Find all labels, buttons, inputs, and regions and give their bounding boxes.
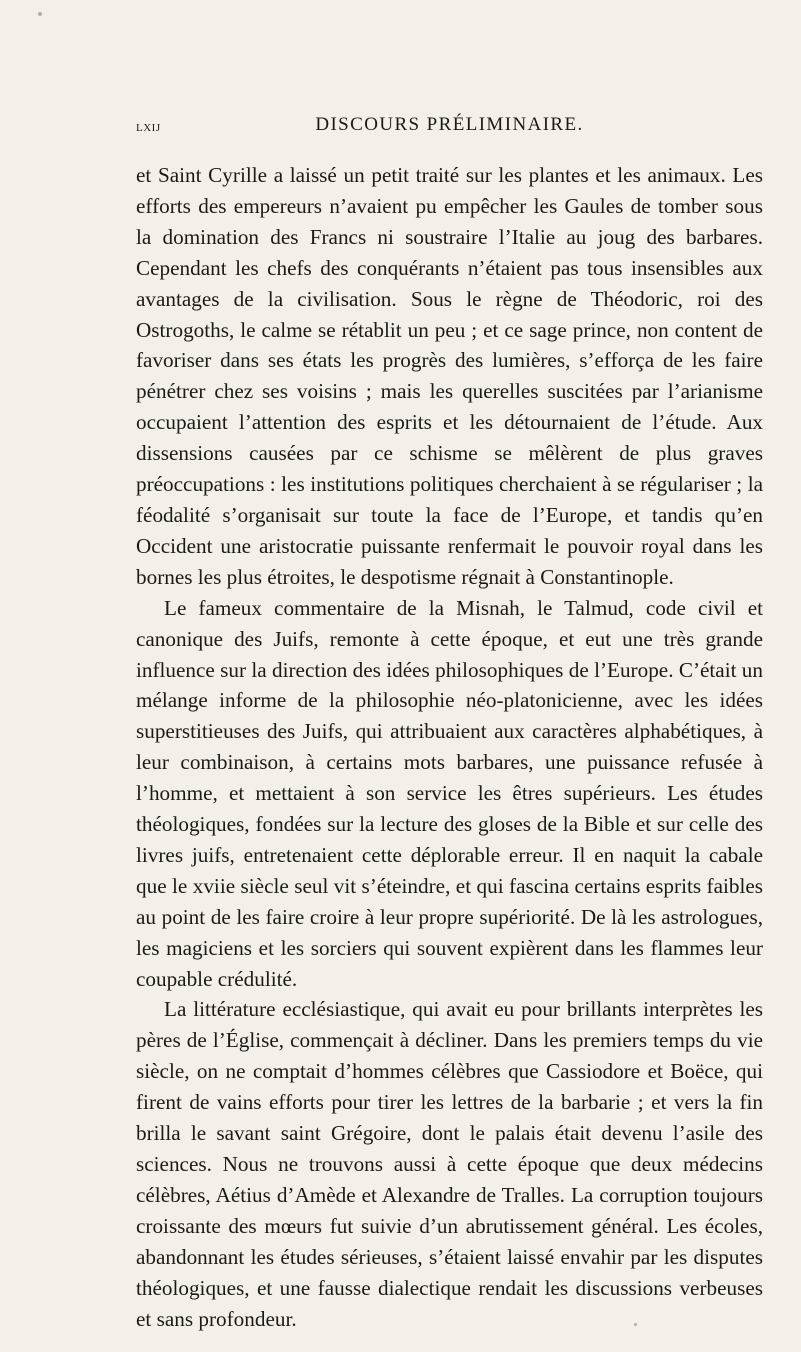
page-header [136,114,763,140]
paragraph-2: Le fameux commentaire de la Misnah, le Talmud, code civil et canonique des Juifs, remonte à cette époque, et eut une très grande influence sur la direction des idées philosophiques de l’Europe. C’était un mélange informe de la philosophie néo-platonicienne, avec les idées superstitieuses des Juifs, qui attribuaient aux caractères alphabétiques, à leur combinaison, à certains mots barbares, une puissance refusée à l’homme, et mettaient à son service les êtres supérieurs. Les études théologiques, fondées sur la lecture des gloses de la Bible et sur celle des livres juifs, entretenaient cette déplorable erreur. Il en naquit la cabale que le xviie siècle seul vit s’éteindre, et qui fascina certains esprits faibles au point de les faire croire à leur propre supériorité. De là les astrologues, les magiciens et les sorciers qui souvent expièrent dans les flammes leur coupable crédulité. [136,595,763,991]
ink-speck [634,1323,637,1326]
page-number: lxij [136,118,161,135]
paragraph-3: La littérature ecclésiastique, qui avait eu pour brillants interprètes les pères de l’Église, commençait à décliner. Dans les premiers temps du vie siècle, on ne comptait d’hommes célèbres que Cassiodore et Boëce, qui firent de vains efforts pour tirer les lettres de la barbarie ; et vers la fin brilla le savant saint Grégoire, dont le palais était devenu l’asile des sciences. Nous ne trouvons aussi à cette époque que deux médecins célèbres, Aétius d’Amède et Alexandre de Tralles. La corruption toujours croissante des mœurs fut suivie d’un abrutissement général. Les écoles, abandonnant les études sérieuses, s’étaient laissé envahir par les disputes théologiques, et une fausse dialectique rendait les discussions verbeuses et sans profondeur. [136,997,763,1331]
paragraph-1: et Saint Cyrille a laissé un petit traité sur les plantes et les animaux. Les efforts des empereurs n’avaient pu empêcher les Gaules de tomber sous la domination des Francs ni soustraire l’Italie au joug des barbares. Cependant les chefs des conquérants n’étaient pas tous insensibles aux avantages de la civilisation. Sous le règne de Théodoric, roi des Ostrogoths, le calme se rétablit un peu ; et ce sage prince, non content de favoriser dans ses états les progrès des lumières, s’efforça de les faire pénétrer chez ses voisins ; mais les querelles suscitées par l’arianisme occupaient l’attention des esprits et les détournaient de l’étude. Aux dissensions causées par ce schisme se mêlèrent de plus graves préoccupations : les institutions politiques cherchaient à se régulariser ; la féodalité s’organisait sur toute la face de l’Europe, et tandis qu’en Occident une aristocratie puissante renfermait le pouvoir royal dans les bornes les plus étroites, le despotisme régnait à Constantinople. [136,163,763,589]
body-text [136,160,763,1334]
ink-speck [38,12,42,16]
running-head: DISCOURS PRÉLIMINAIRE. [315,114,584,135]
